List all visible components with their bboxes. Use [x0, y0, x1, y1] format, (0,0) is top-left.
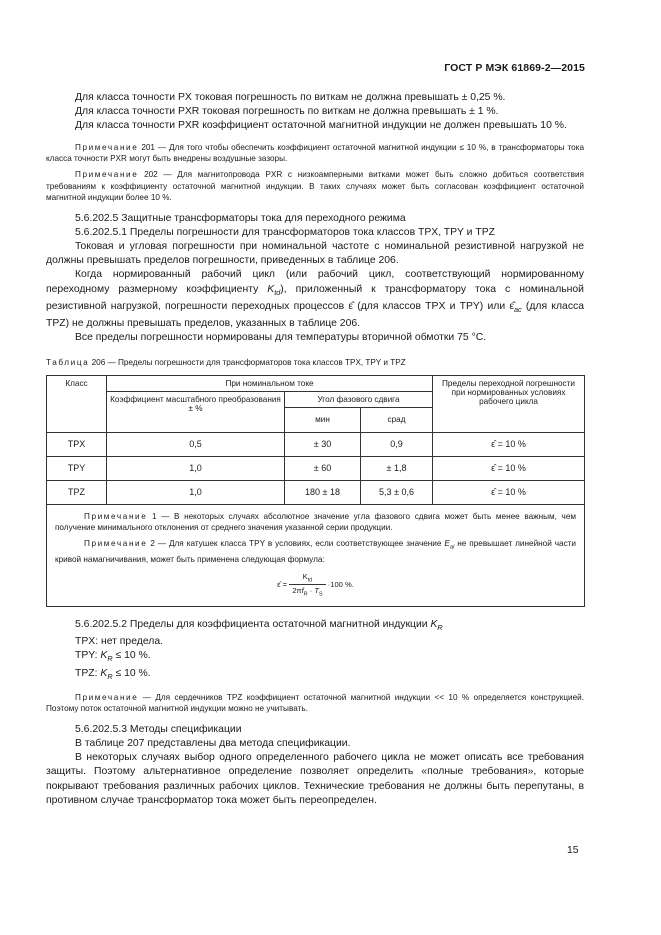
- header-class: Класс: [47, 375, 107, 432]
- note-201: Примечание 201 — Для того чтобы обеспечить коэффициент остаточной магнитной индукции ≤ 10 %, в трансформаторы тока класса точности PXR могут быть внедрены воздушные зазоры.: [46, 142, 584, 164]
- header-min: мин: [285, 407, 361, 432]
- paragraph-px: Для класса точности PX токовая погрешность по виткам не должна превышать ± 0,25 %.: [75, 92, 506, 103]
- section-heading-5-6-202-5-1: 5.6.202.5.1 Пределы погрешности для трансформаторов тока классов TPX, TPY и TPZ: [75, 226, 495, 238]
- note-tpz: Примечание — Для сердечников TPZ коэффициент остаточной магнитной индукции << 10 % определяется конструкцией. Поэтому поток остаточной магнитной индукции можно не учитывать.: [46, 692, 584, 714]
- header-phase-angle: Угол фазового сдвига: [285, 391, 433, 407]
- paragraph-table-207: В таблице 207 представлены два метода спецификации.: [75, 737, 351, 749]
- section-heading-5-6-202-5-2: 5.6.202.5.2 Пределы для коэффициента остаточной магнитной индукции $K_R$: [75, 618, 443, 632]
- paragraph-duty-cycle: Когда нормированный рабочий цикл (или рабочий цикл, соответствующий нормированному переходному размерному коэффициенту $K_{td}$), приложенный к трансформатору тока с номинальной резистивной нагрузкой, погрешности переходных процессов ε̂ (для классов TPX и TPY) или $\varepsilon̂_{ac}$ (для класса TPZ) не должны превышать пределов, указанных в таблице 206.: [46, 269, 584, 330]
- limit-tpy: TPY: $K_R \le 10$ %.: [75, 650, 151, 664]
- limit-tpz: TPZ: $K_R \le 10$ %.: [75, 667, 151, 681]
- paragraph-pxr-turns: Для класса точности PXR токовая погрешность по виткам не должна превышать ± 1 %.: [75, 106, 499, 118]
- formula-eps: ε̂ = $\frac{K_{td}}{2\pi f_R \cdot T_S}$ ·100 %.: [277, 571, 354, 598]
- table-row: TPX 0,5 ± 30 0,9 ε̂ = 10 %: [47, 432, 585, 456]
- header-crad: срад: [361, 407, 433, 432]
- table-caption: Таблица 206 — Пределы погрешности для трансформаторов тока классов TPX, TPY и TPZ: [46, 357, 406, 367]
- page-body: [46, 91, 584, 808]
- note-label: Примечание: [75, 142, 139, 152]
- header-ratio: Коэффициент масштабного преобразования ± %: [107, 391, 285, 432]
- header-rated-current: При номинальном токе: [107, 375, 433, 391]
- table-note-2: Примечание 2 — Для катушек класса TPY в условиях, если соответствующее значение $E_{al}$ не превышает линейной части кривой намагничивания, может быть применена следующая формула:: [55, 539, 576, 565]
- error-limits-table: [46, 375, 585, 607]
- note-202: Примечание 202 — Для магнитопровода PXR с низкоамперными витками может быть сложно добиться соответствия требованиям к коэффициенту остаточной магнитной индукции. В таких случаях может быть согласован коэффициент остаточной магнитной индукции более 10 %.: [46, 170, 584, 203]
- paragraph-duty-cycle-choice: В некоторых случаях выбор одного определенного рабочего цикла не может описать все требования защиты. Поэтому альтернативное определение позволяет определить «полные требования», которые покрывают требования различных рабочих циклов. Технические требования не должны быть перепутаны, в противном случае трансформатор тока может быть переопределен.: [46, 752, 584, 806]
- table-notes: [47, 504, 585, 606]
- paragraph-pxr-kr: Для класса точности PXR коэффициент остаточной магнитной индукции не должен превышать 10 %.: [75, 120, 567, 132]
- section-heading-5-6-202-5: 5.6.202.5 Защитные трансформаторы тока для переходного режима: [75, 212, 406, 224]
- paragraph-temperature: Все пределы погрешности нормированы для температуры вторичной обмотки 75 °C.: [75, 332, 487, 344]
- document-header: ГОСТ Р МЭК 61869-2—2015: [444, 62, 585, 74]
- header-transient-limits: Пределы переходной погрешности при нормированных условиях рабочего цикла: [433, 375, 585, 432]
- limit-tpx: TPX: нет предела.: [75, 636, 163, 648]
- section-heading-5-6-202-5-3: 5.6.202.5.3 Методы спецификации: [75, 723, 242, 735]
- note-label: Примечание: [75, 170, 139, 180]
- table-note-1: Примечание 1 — В некоторых случаях абсолютное значение угла фазового сдвига может быть менее важным, чем получение минимального отклонения от среднего значения указанной серии продукции.: [55, 511, 577, 533]
- page-number: 15: [567, 845, 579, 856]
- paragraph-errors: Токовая и угловая погрешности при номинальной частоте с номинальной резистивной нагрузкой не должны превышать пределов погрешности, приведенных в таблице 206.: [46, 241, 584, 267]
- table-row: TPY 1,0 ± 60 ± 1,8 ε̂ = 10 %: [47, 456, 585, 480]
- table-row: TPZ 1,0 180 ± 18 5,3 ± 0,6 ε̂ = 10 %: [47, 480, 585, 504]
